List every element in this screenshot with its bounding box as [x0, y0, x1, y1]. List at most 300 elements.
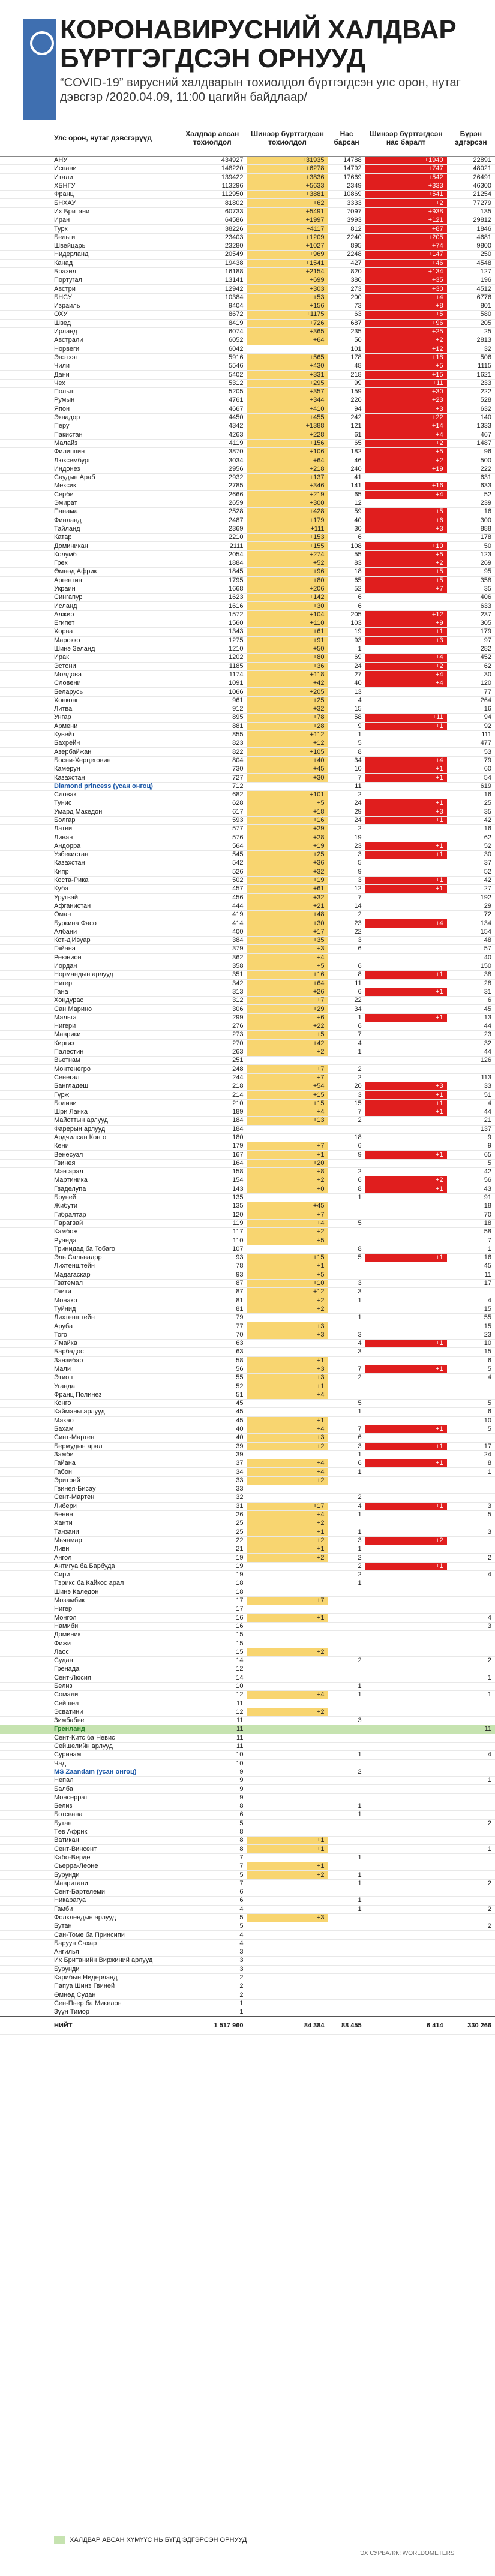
row-new-cases	[247, 1785, 328, 1793]
row-new-cases: +62	[247, 199, 328, 207]
row-deaths: 6	[328, 594, 365, 602]
table-row	[0, 628, 495, 636]
table-row	[0, 1957, 495, 1965]
row-new-deaths	[365, 911, 447, 919]
row-country: Япон	[0, 405, 178, 413]
row-new-deaths: +5	[365, 508, 447, 516]
row-new-cases: +15	[247, 1254, 328, 1262]
row-new-cases	[247, 1948, 328, 1957]
row-cases: 56	[178, 1365, 247, 1373]
row-recovered: 38	[447, 971, 495, 979]
row-deaths: 34	[328, 756, 365, 765]
col-header-new-deaths: Шинээр бүртгэгдсэн нас баралт	[365, 120, 447, 157]
row-country: Чад	[0, 1759, 178, 1768]
row-cases: 414	[178, 919, 247, 928]
table-row	[0, 1142, 495, 1151]
table-row	[0, 997, 495, 1005]
row-deaths: 40	[328, 516, 365, 525]
table-row	[0, 1751, 495, 1759]
row-cases: 33	[178, 1476, 247, 1485]
table-row	[0, 1734, 495, 1742]
row-new-deaths: +1	[365, 1502, 447, 1510]
row-country: Суринам	[0, 1751, 178, 1759]
row-deaths: 427	[328, 259, 365, 267]
row-new-cases: +64	[247, 456, 328, 465]
row-cases: 20549	[178, 251, 247, 259]
row-recovered: 42	[447, 876, 495, 884]
row-deaths: 6	[328, 1142, 365, 1151]
row-cases: 1185	[178, 662, 247, 670]
row-recovered: 1115	[447, 362, 495, 371]
table-row	[0, 937, 495, 945]
row-cases: 63	[178, 1339, 247, 1347]
row-new-deaths	[365, 2008, 447, 2017]
row-recovered: 4	[447, 1570, 495, 1579]
table-row	[0, 1648, 495, 1656]
row-new-deaths	[365, 1913, 447, 1922]
table-row	[0, 1931, 495, 1939]
row-new-cases: +118	[247, 670, 328, 679]
row-new-cases: +32	[247, 705, 328, 714]
row-cases: 119	[178, 1219, 247, 1227]
row-new-cases: +7	[247, 1142, 328, 1151]
row-cases: 2528	[178, 508, 247, 516]
row-country: Кени	[0, 1142, 178, 1151]
row-recovered: 94	[447, 714, 495, 722]
row-recovered: 4	[447, 1614, 495, 1622]
row-recovered: 70	[447, 1211, 495, 1219]
row-country: Замби	[0, 1450, 178, 1459]
table-row	[0, 345, 495, 353]
row-new-deaths: +22	[365, 413, 447, 422]
row-country: Ливи	[0, 1545, 178, 1554]
row-country: Синт-Мартен	[0, 1434, 178, 1442]
row-recovered: 4548	[447, 259, 495, 267]
row-cases: 384	[178, 937, 247, 945]
row-new-cases: +7	[247, 1596, 328, 1605]
row-new-cases: +1	[247, 1151, 328, 1159]
total-label: НИЙТ	[0, 2017, 178, 2035]
table-row	[0, 1005, 495, 1013]
row-new-cases: +1	[247, 1262, 328, 1271]
row-country: Вьетнам	[0, 1057, 178, 1065]
row-deaths	[328, 1922, 365, 1931]
table-row	[0, 1133, 495, 1142]
table-row	[0, 199, 495, 207]
row-deaths	[328, 1785, 365, 1793]
col-header-cases: Халдвар авсан тохиолдол	[178, 120, 247, 157]
row-deaths: 7	[328, 1108, 365, 1116]
row-recovered: 6	[447, 1356, 495, 1365]
table-row	[0, 774, 495, 782]
row-cases: 9	[178, 1793, 247, 1802]
row-cases: 823	[178, 739, 247, 748]
row-new-cases: +3	[247, 1434, 328, 1442]
row-country: Индонез	[0, 465, 178, 473]
row-new-deaths	[365, 1957, 447, 1965]
row-deaths	[328, 1305, 365, 1313]
total-row	[0, 2017, 495, 2035]
row-country: Армени	[0, 722, 178, 730]
row-recovered: 4	[447, 1099, 495, 1108]
row-new-deaths: +1	[365, 628, 447, 636]
row-deaths: 65	[328, 576, 365, 585]
row-new-deaths	[365, 1519, 447, 1528]
row-country: Португал	[0, 276, 178, 285]
row-new-cases: +1175	[247, 311, 328, 319]
table-row	[0, 431, 495, 439]
row-country: ОХУ	[0, 311, 178, 319]
table-row	[0, 1400, 495, 1408]
row-cases: 730	[178, 765, 247, 774]
row-cases: 167	[178, 1151, 247, 1159]
row-new-deaths	[365, 1742, 447, 1750]
row-deaths	[328, 1699, 365, 1708]
row-cases: 1623	[178, 594, 247, 602]
table-row	[0, 1828, 495, 1836]
row-new-cases: +4	[247, 1459, 328, 1468]
row-new-deaths: +10	[365, 542, 447, 550]
row-recovered: 801	[447, 302, 495, 311]
row-deaths: 69	[328, 654, 365, 662]
row-new-deaths: +147	[365, 251, 447, 259]
row-new-cases	[247, 1125, 328, 1133]
row-new-cases: +26	[247, 988, 328, 996]
row-country: Лаос	[0, 1648, 178, 1656]
row-cases: 8	[178, 1828, 247, 1836]
row-cases: 25	[178, 1519, 247, 1528]
row-deaths: 61	[328, 431, 365, 439]
table-row	[0, 1494, 495, 1502]
row-new-deaths	[365, 1288, 447, 1296]
row-country: Ватикан	[0, 1837, 178, 1845]
row-recovered	[447, 1708, 495, 1716]
table-row	[0, 799, 495, 808]
row-recovered: 632	[447, 405, 495, 413]
row-deaths: 1	[328, 1048, 365, 1056]
table-row	[0, 739, 495, 748]
row-new-deaths	[365, 1400, 447, 1408]
row-country: Того	[0, 1331, 178, 1339]
row-new-cases	[247, 1888, 328, 1896]
row-deaths: 23	[328, 919, 365, 928]
row-recovered	[447, 2008, 495, 2017]
table-row	[0, 1845, 495, 1853]
row-country: Сейшелийн арлууд	[0, 1742, 178, 1750]
table-row	[0, 1382, 495, 1391]
row-cases: 4263	[178, 431, 247, 439]
row-new-deaths	[365, 1802, 447, 1811]
row-deaths	[328, 1125, 365, 1133]
row-deaths: 273	[328, 285, 365, 293]
row-country: Албани	[0, 928, 178, 936]
row-cases: 1210	[178, 645, 247, 653]
row-deaths: 2	[328, 825, 365, 833]
header	[0, 0, 495, 120]
row-new-deaths: +1	[365, 1562, 447, 1570]
row-cases: 11	[178, 1734, 247, 1742]
row-cases: 77	[178, 1322, 247, 1331]
row-country: Гвинея-Бисау	[0, 1485, 178, 1494]
table-row	[0, 225, 495, 233]
row-country: Палестин	[0, 1048, 178, 1056]
table-row	[0, 242, 495, 250]
row-recovered: 4	[447, 1296, 495, 1305]
row-recovered: 48021	[447, 165, 495, 173]
table-row	[0, 1562, 495, 1570]
row-new-cases	[247, 1494, 328, 1502]
row-country: Бахрейн	[0, 739, 178, 748]
row-new-deaths	[365, 1142, 447, 1151]
row-recovered: 888	[447, 525, 495, 533]
row-country: Украин	[0, 585, 178, 593]
col-header-deaths: Нас барсан	[328, 120, 365, 157]
row-new-deaths	[365, 902, 447, 910]
row-deaths: 65	[328, 439, 365, 447]
table-row	[0, 1785, 495, 1793]
row-cases: 139422	[178, 173, 247, 182]
row-new-deaths: +2	[365, 1176, 447, 1185]
row-cases: 2	[178, 1973, 247, 1982]
row-deaths	[328, 1236, 365, 1245]
table-row	[0, 662, 495, 670]
row-new-deaths	[365, 1374, 447, 1382]
row-cases: 15	[178, 1639, 247, 1648]
row-cases: 60733	[178, 207, 247, 216]
row-new-cases: +6	[247, 1013, 328, 1022]
row-new-deaths: +1	[365, 1108, 447, 1116]
table-row	[0, 1193, 495, 1202]
row-new-deaths	[365, 739, 447, 748]
row-country: Бутан	[0, 1819, 178, 1828]
table-row	[0, 1314, 495, 1322]
row-new-cases: +2	[247, 1176, 328, 1185]
row-new-cases: +969	[247, 251, 328, 259]
row-recovered: 30	[447, 670, 495, 679]
row-new-deaths: +134	[365, 267, 447, 276]
row-recovered: 35	[447, 808, 495, 816]
row-new-cases: +3	[247, 1374, 328, 1382]
table-row	[0, 808, 495, 816]
row-country: Мексик	[0, 482, 178, 490]
row-deaths: 5	[328, 1254, 365, 1262]
row-recovered: 44	[447, 1108, 495, 1116]
row-cases: 143	[178, 1185, 247, 1193]
row-cases: 70	[178, 1331, 247, 1339]
row-new-cases: +1	[247, 1416, 328, 1425]
row-cases: 12	[178, 1665, 247, 1674]
row-deaths: 17669	[328, 173, 365, 182]
row-new-cases	[247, 1699, 328, 1708]
table-row	[0, 1254, 495, 1262]
row-recovered: 2	[447, 1905, 495, 1913]
row-new-cases: +5	[247, 1271, 328, 1279]
row-country: Кайманы арлууд	[0, 1408, 178, 1416]
row-new-cases	[247, 1957, 328, 1965]
row-new-cases: +2	[247, 1476, 328, 1485]
row-country: Эсватини	[0, 1708, 178, 1716]
table-row	[0, 1948, 495, 1957]
row-country: Чили	[0, 362, 178, 371]
row-deaths	[328, 1262, 365, 1271]
row-cases: 179	[178, 1142, 247, 1151]
row-recovered: 406	[447, 594, 495, 602]
row-deaths: 14792	[328, 165, 365, 173]
row-deaths: 1	[328, 1811, 365, 1819]
row-new-cases	[247, 782, 328, 790]
row-deaths	[328, 1476, 365, 1485]
row-new-cases	[247, 1931, 328, 1939]
row-recovered	[447, 1648, 495, 1656]
row-new-deaths	[365, 748, 447, 756]
row-new-deaths: +8	[365, 302, 447, 311]
row-recovered: 55	[447, 1314, 495, 1322]
row-cases: 419	[178, 911, 247, 919]
row-new-deaths: +74	[365, 242, 447, 250]
row-country: Ангилья	[0, 1948, 178, 1957]
row-recovered: 29	[447, 902, 495, 910]
row-new-deaths: +19	[365, 465, 447, 473]
row-deaths: 22	[328, 928, 365, 936]
table-row	[0, 696, 495, 705]
row-new-cases: +64	[247, 336, 328, 345]
row-new-cases: +45	[247, 765, 328, 774]
row-deaths: 41	[328, 473, 365, 482]
row-recovered	[447, 1065, 495, 1073]
row-cases: 822	[178, 748, 247, 756]
row-new-deaths	[365, 1897, 447, 1905]
row-deaths	[328, 1734, 365, 1742]
table-row	[0, 1416, 495, 1425]
row-cases: 712	[178, 782, 247, 790]
row-new-deaths: +4	[365, 679, 447, 688]
row-new-cases: +28	[247, 833, 328, 842]
row-recovered	[447, 1802, 495, 1811]
table-row	[0, 670, 495, 679]
row-country: Тунис	[0, 799, 178, 808]
row-deaths: 99	[328, 379, 365, 387]
row-recovered: 239	[447, 499, 495, 507]
row-new-deaths: +1	[365, 1099, 447, 1108]
row-recovered: 65	[447, 1151, 495, 1159]
row-new-deaths: +9	[365, 619, 447, 628]
row-country: Катар	[0, 534, 178, 542]
row-country: Танзани	[0, 1528, 178, 1536]
table-row	[0, 1725, 495, 1734]
row-cases: 4450	[178, 413, 247, 422]
row-new-cases: +2	[247, 1048, 328, 1056]
row-new-cases: +3881	[247, 191, 328, 199]
row-recovered: 92	[447, 722, 495, 730]
row-cases: 5205	[178, 388, 247, 396]
row-country: Гренланд	[0, 1725, 178, 1734]
row-deaths: 2	[328, 1768, 365, 1776]
table-row	[0, 825, 495, 833]
row-new-deaths	[365, 1382, 447, 1391]
table-row	[0, 636, 495, 645]
row-new-cases	[247, 1965, 328, 1973]
table-row	[0, 748, 495, 756]
row-deaths: 687	[328, 319, 365, 327]
row-country: Парагвай	[0, 1219, 178, 1227]
row-recovered: 134	[447, 919, 495, 928]
row-recovered: 13	[447, 1013, 495, 1022]
row-deaths	[328, 1742, 365, 1750]
row-new-cases: +17	[247, 1502, 328, 1510]
row-new-cases: +155	[247, 542, 328, 550]
table-row	[0, 765, 495, 774]
row-recovered: 5	[447, 1510, 495, 1519]
table-row	[0, 559, 495, 567]
row-cases: 351	[178, 971, 247, 979]
row-cases: 112950	[178, 191, 247, 199]
row-new-cases	[247, 1717, 328, 1725]
row-deaths: 1	[328, 1897, 365, 1905]
row-country: Өмнөд Судан	[0, 1991, 178, 1999]
row-country: Сенегал	[0, 1073, 178, 1082]
row-deaths: 2	[328, 1374, 365, 1382]
row-recovered	[447, 1931, 495, 1939]
row-recovered: 113	[447, 1073, 495, 1082]
row-deaths: 1	[328, 1450, 365, 1459]
row-new-deaths: +542	[365, 173, 447, 182]
row-country: Швейцарь	[0, 242, 178, 250]
row-recovered: 17	[447, 1279, 495, 1287]
row-recovered	[447, 1579, 495, 1588]
row-new-deaths: +205	[365, 233, 447, 242]
row-new-cases: +18	[247, 808, 328, 816]
row-recovered: 22891	[447, 157, 495, 165]
table-row	[0, 499, 495, 507]
row-cases: 14	[178, 1656, 247, 1665]
row-new-deaths	[365, 1853, 447, 1862]
legend-text: ХАЛДВАР АВСАН ХҮМҮҮС НЬ БҮГД ЭДГЭРСЭН ОРНУУД	[70, 2536, 247, 2544]
row-recovered: 477	[447, 739, 495, 748]
table-row	[0, 276, 495, 285]
row-recovered: 269	[447, 559, 495, 567]
row-recovered: 16	[447, 790, 495, 799]
row-recovered: 52	[447, 490, 495, 499]
row-new-deaths: +1	[365, 851, 447, 859]
row-country: Сан-Томе ба Принсипи	[0, 1931, 178, 1939]
row-country: Карибын Нидерланд	[0, 1973, 178, 1982]
row-cases: 855	[178, 730, 247, 739]
table-row	[0, 1117, 495, 1125]
row-country: Литва	[0, 705, 178, 714]
row-recovered: 196	[447, 276, 495, 285]
table-row	[0, 182, 495, 190]
row-new-deaths: +1	[365, 971, 447, 979]
row-new-cases: +15	[247, 1099, 328, 1108]
row-new-cases: +28	[247, 722, 328, 730]
row-new-deaths: +1	[365, 1254, 447, 1262]
row-new-cases: +346	[247, 482, 328, 490]
table-row	[0, 1082, 495, 1091]
row-new-cases: +1388	[247, 422, 328, 431]
row-recovered: 500	[447, 456, 495, 465]
row-cases: 11	[178, 1742, 247, 1750]
row-new-cases: +7	[247, 1211, 328, 1219]
row-cases: 45	[178, 1400, 247, 1408]
row-recovered: 62	[447, 662, 495, 670]
row-new-deaths: +2	[365, 559, 447, 567]
row-new-cases	[247, 1348, 328, 1356]
row-new-cases: +2	[247, 1536, 328, 1545]
row-new-deaths: +1	[365, 722, 447, 730]
row-deaths	[328, 1939, 365, 1948]
row-deaths: 63	[328, 311, 365, 319]
row-cases: 81802	[178, 199, 247, 207]
